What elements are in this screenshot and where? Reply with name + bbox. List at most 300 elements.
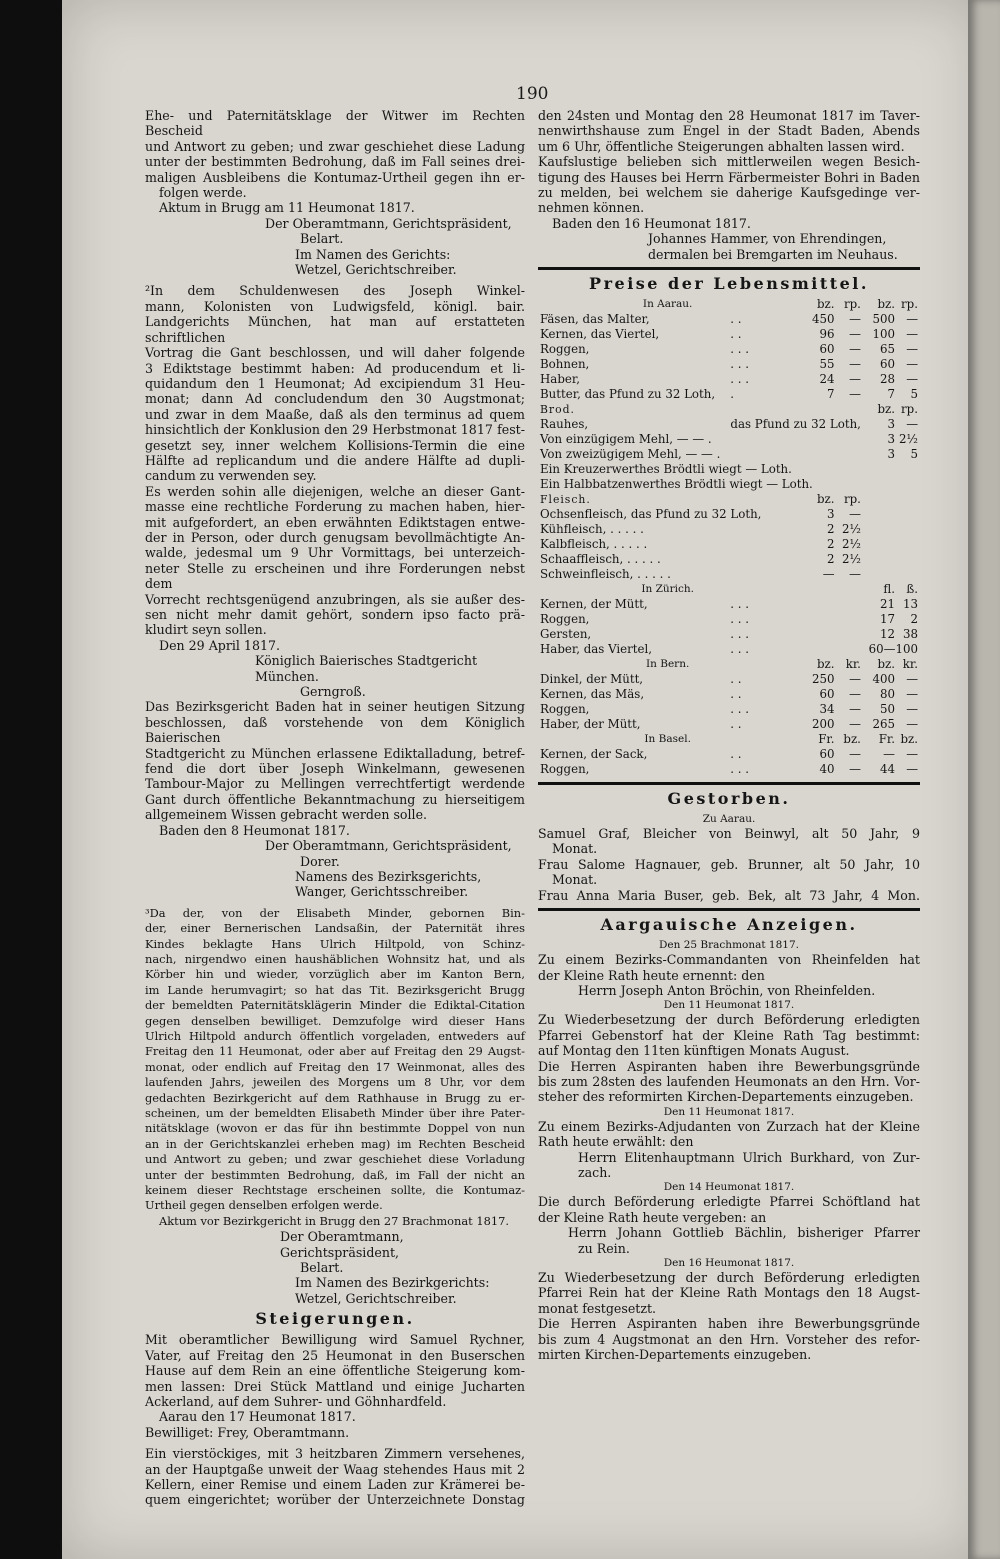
table-cell <box>797 582 836 597</box>
unit-header: rp. <box>843 492 861 507</box>
table-cell: 12 <box>879 627 895 642</box>
table-cell: Ein Halbbatzenwerthes Brödtli wiegt — Loth. <box>540 477 813 492</box>
text-line: quem eingerichtet; worüber der Unterzeichnete Donstag <box>145 1492 525 1508</box>
text-line: mit aufgefordert, an eben erwähnten Ediktstagen entwe- <box>145 514 525 530</box>
table-cell: — <box>849 312 861 327</box>
text-line: an in der Gerichtskanzlei erheben mag) im Rechten Bescheid <box>145 1136 525 1151</box>
text-line: hinsichtlich der Konklusion den 29 Herbstmonat 1817 fest- <box>145 422 525 438</box>
rule <box>538 782 920 785</box>
text-line: gegen denselben bewilliget. Demzufolge wird dieser Hans <box>145 1013 525 1028</box>
table-cell <box>836 597 862 612</box>
table-row <box>538 762 920 777</box>
table-row <box>538 687 920 702</box>
table-cell: — <box>906 702 918 717</box>
text-line: gesetzt sey, inner welchem Kollisions-Termin die eine <box>145 437 525 453</box>
signature: Wetzel, Gerichtschreiber. <box>295 262 457 278</box>
table-row <box>538 357 920 372</box>
unit-header: kr. <box>845 657 861 672</box>
table-cell: 80 <box>879 687 895 702</box>
table-cell: 3 <box>887 417 895 432</box>
table-cell: 5 <box>910 387 918 402</box>
unit-header: rp. <box>901 297 918 312</box>
section-heading-preise: Preise der Lebensmittel. <box>589 274 869 294</box>
unit-header: Fr. <box>878 732 895 747</box>
table-row <box>538 387 920 402</box>
announcement-date: Den 25 Brachmonat 1817. <box>659 939 799 952</box>
table-cell: — <box>906 672 918 687</box>
table-cell: Kühfleisch, . . . . . <box>540 522 644 537</box>
text-line: Kellern, einer Remise und einem Laden zur Krämerei be- <box>145 1476 525 1492</box>
table-cell: 2½ <box>841 537 861 552</box>
death-notices <box>538 826 920 903</box>
section-heading-gestorben: Gestorben. <box>667 789 791 809</box>
table-cell: . . <box>730 747 742 762</box>
table-cell: — <box>849 567 861 582</box>
announcement <box>538 938 920 998</box>
text-line: Ulrich Hiltpold andurch öffentlich vorgeladen, entweders auf <box>145 1028 525 1043</box>
table-row <box>538 657 920 672</box>
table-row <box>538 537 920 552</box>
table-cell: Dinkel, der Mütt, <box>540 672 644 687</box>
text-line: Mit oberamtlicher Bewilligung wird Samuel Rychner, <box>145 1332 525 1348</box>
table-cell: 13 <box>902 597 918 612</box>
table-cell <box>897 492 920 507</box>
table-cell: 200 <box>811 717 835 732</box>
text-line: Herrn Joseph Anton Bröchin, von Rheinfelden. <box>578 982 876 998</box>
table-cell <box>897 522 920 537</box>
notice-bezirksgericht-baden <box>145 699 525 899</box>
announcement-date: Den 11 Heumonat 1817. <box>663 1105 795 1118</box>
table-cell: . . . <box>730 762 749 777</box>
table-cell: — <box>849 672 861 687</box>
table-row <box>538 432 920 447</box>
section-label: Fleisch. <box>540 493 591 507</box>
text-line: nehmen können. <box>538 200 645 216</box>
table-cell: Ochsenfleisch, das Pfund zu 32 Loth, <box>540 507 762 522</box>
table-cell: 2½ <box>841 522 861 537</box>
signature: Dorer. <box>300 853 340 869</box>
table-cell: — <box>906 312 918 327</box>
table-cell: 400 <box>872 672 895 687</box>
table-cell: 28 <box>879 372 895 387</box>
table-cell: Schweinfleisch, . . . . . <box>540 567 671 582</box>
table-cell: 60 <box>879 357 895 372</box>
table-cell: das Pfund zu 32 Loth, <box>730 417 861 432</box>
table-row <box>538 342 920 357</box>
text-line: tigung des Hauses bei Herrn Färbermeister Bohri in Baden <box>538 169 920 185</box>
table-cell: Rauhes, <box>540 417 589 432</box>
table-cell <box>897 552 920 567</box>
table-cell: 250 <box>811 672 835 687</box>
table-cell: — <box>906 717 918 732</box>
table-cell: . <box>730 387 734 402</box>
table-cell: 60 <box>819 687 835 702</box>
table-row <box>538 702 920 717</box>
table-cell: — <box>906 747 918 762</box>
text-line: walde, jedesmal um 9 Uhr Vormittags, bei unterzeich- <box>145 545 525 561</box>
text-line: Ein vierstöckiges, mit 3 heitzbaren Zimmern versehenes, <box>145 1446 525 1462</box>
section-label: In Basel. <box>644 733 691 746</box>
unit-header: bz. <box>816 492 835 507</box>
table-cell: 2 <box>826 552 835 567</box>
table-cell: — <box>849 342 861 357</box>
text-line: Vater, auf Freitag den 25 Heumonat in den Buserschen <box>145 1347 525 1363</box>
table-cell: — <box>906 762 918 777</box>
table-row <box>538 672 920 687</box>
table-cell: . . . <box>730 702 749 717</box>
text-line: Frau Salome Hagnauer, geb. Brunner, alt 50 Jahr, 10 <box>538 856 920 872</box>
table-cell: 500 <box>872 312 895 327</box>
signature: Johannes Hammer, von Ehrendingen, <box>648 231 887 247</box>
text-line: zu Rein. <box>578 1240 630 1256</box>
table-cell: 40 <box>819 762 835 777</box>
table-cell: 100 <box>872 327 895 342</box>
table-row <box>538 462 920 477</box>
text-line: Zu einem Bezirks-Adjudanten von Zurzach hat der Kleine <box>538 1118 920 1134</box>
unit-header: rp. <box>901 402 918 417</box>
table-cell: 96 <box>819 327 835 342</box>
table-cell <box>863 567 897 582</box>
table-cell <box>863 522 897 537</box>
price-table <box>538 297 920 777</box>
text-line: Herrn Elitenhauptmann Ulrich Burkhard, von Zur- <box>578 1149 920 1165</box>
table-cell: 2 <box>826 537 835 552</box>
notice-date: Aktum in Brugg am 11 Heumonat 1817. <box>159 200 415 216</box>
table-cell: Kernen, der Sack, <box>540 747 648 762</box>
table-cell <box>836 582 862 597</box>
table-cell: Von einzügigem Mehl, — — . <box>540 432 712 447</box>
text-line: quidandum den 1 Heumonat; Ad excipiendum 31 Heu- <box>145 375 525 391</box>
text-line: unter der bestimmten Bedrohung, daß im Fall seines drei- <box>145 154 525 170</box>
table-cell: Butter, das Pfund zu 32 Loth, <box>540 387 716 402</box>
table-row <box>538 477 920 492</box>
table-cell: — <box>849 327 861 342</box>
table-cell <box>728 492 797 507</box>
table-cell: . . . <box>730 342 749 357</box>
table-cell: 50 <box>879 702 895 717</box>
table-row <box>538 522 920 537</box>
table-cell: — <box>849 747 861 762</box>
text-line: an der Hauptgaße unweit der Waag stehendes Haus mit 2 <box>145 1461 525 1477</box>
announcement <box>538 1105 920 1181</box>
unit-header: bz. <box>877 402 895 417</box>
table-cell: Roggen, <box>540 342 590 357</box>
text-line: neter Stelle zu erscheinen und ihre Forderungen nebst dem <box>145 560 525 592</box>
text-line: Landgerichts München, hat man auf erstatteten schriftlichen <box>145 314 525 345</box>
table-row <box>538 567 920 582</box>
table-row <box>538 642 920 657</box>
table-row <box>538 447 920 462</box>
table-cell <box>797 627 836 642</box>
table-cell: — <box>906 327 918 342</box>
announcement-date: Den 16 Heumonat 1817. <box>663 1257 795 1269</box>
table-cell: 450 <box>811 312 835 327</box>
table-cell: . . <box>730 717 742 732</box>
text-line: Hause auf dem Rein an eine öffentliche Steigerung kom- <box>145 1363 525 1379</box>
table-cell: Roggen, <box>540 702 590 717</box>
next-page-edge <box>968 0 1000 1559</box>
table-cell: . . . <box>730 627 749 642</box>
announcement <box>538 1180 920 1256</box>
text-line: Körber hin und wieder, vorzüglich aber im Kanton Bern, <box>145 967 525 982</box>
table-cell: 2½ <box>841 552 861 567</box>
section-heading-anzeigen: Aargauische Anzeigen. <box>600 915 858 935</box>
table-cell <box>863 537 897 552</box>
text-line: Pfarrei Rein hat der Kleine Rath Montags den 18 Augst- <box>538 1285 920 1301</box>
table-cell: — <box>883 747 895 762</box>
signature: Belart. <box>300 1260 344 1276</box>
table-cell: 38 <box>902 627 918 642</box>
text-line: unter der bestimmten Bedrohung, daß, im Fall der nicht an <box>145 1167 525 1182</box>
text-line: Pfarrei Gebenstorf hat der Kleine Rath Tag bestimmt: <box>538 1027 920 1043</box>
table-row <box>538 597 920 612</box>
unit-header: bz. <box>877 297 895 312</box>
table-cell: Kernen, das Viertel, <box>540 327 660 342</box>
text-line: Zu Wiederbesetzung der durch Beförderung erledigten <box>538 1270 920 1285</box>
text-line: der Kleine Rath heute ernennt: den <box>538 967 765 983</box>
text-line: der Kleine Rath heute vergeben: an <box>538 1209 767 1225</box>
signature: Der Oberamtmann, Gerichtspräsident, <box>265 215 512 231</box>
left-column <box>145 108 525 1508</box>
table-cell: 21 <box>879 597 895 612</box>
signature: Belart. <box>300 231 344 247</box>
signature: Gerngroß. <box>300 684 366 700</box>
table-row <box>538 627 920 642</box>
table-cell: — <box>849 357 861 372</box>
table-cell <box>863 507 897 522</box>
text-line: bis zum 28sten des laufenden Heumonats an den Hrn. Vor- <box>538 1073 920 1089</box>
text-line: scheinen, um der bemeldten Elisabeth Minder über ihre Pater- <box>145 1106 525 1120</box>
table-cell: . . . <box>730 357 749 372</box>
signature: Der Oberamtmann, Gerichtspräsident, <box>265 838 512 854</box>
text-line: Gant durch öffentliche Bekanntmachung zu hierseitigem <box>145 791 525 807</box>
text-line: Zu einem Bezirks-Commandanten von Rheinfelden hat <box>538 952 920 968</box>
signature: dermalen bei Bremgarten im Neuhaus. <box>648 246 898 262</box>
table-row <box>538 492 920 507</box>
text-line: Die Herren Aspiranten haben ihre Bewerbungsgründe <box>538 1058 920 1074</box>
text-line: allgemeinem Wissen gebracht werden solle. <box>145 807 428 823</box>
table-cell <box>797 642 836 657</box>
table-cell: Gersten, <box>540 627 592 642</box>
signature: Im Namen des Gerichts: <box>295 246 451 262</box>
table-cell <box>863 552 897 567</box>
notice-date: Aarau den 17 Heumonat 1817. <box>159 1409 356 1425</box>
table-row <box>538 612 920 627</box>
table-cell: 7 <box>826 387 835 402</box>
table-cell: Roggen, <box>540 612 590 627</box>
table-cell: — <box>822 567 835 582</box>
table-cell: 65 <box>879 342 895 357</box>
text-line: steher des reformirten Kirchen-Departements einzugeben. <box>538 1089 914 1105</box>
table-row <box>538 507 920 522</box>
unit-header: bz. <box>900 732 918 747</box>
table-cell: — <box>849 387 861 402</box>
table-row <box>538 717 920 732</box>
text-line: Ehe- und Paternitätsklage der Witwer im Rechten Bescheid <box>145 108 525 139</box>
section-label: In Bern. <box>646 658 690 671</box>
text-line: ²In dem Schuldenwesen des Joseph Winkel- <box>145 283 525 299</box>
subheading: Zu Aarau. <box>702 813 756 826</box>
text-line: Ackerland, auf dem Suhrer- und Göhnhardfeld. <box>145 1393 447 1409</box>
table-cell: . . <box>730 687 742 702</box>
text-line: Hälfte ad replicandum und die andere Hälfte ad dupli- <box>145 452 525 468</box>
unit-header: Fr. <box>818 732 835 747</box>
page-number: 190 <box>516 84 549 104</box>
text-line: Vortrag die Gant beschlossen, und will daher folgende <box>145 345 525 361</box>
table-cell: Schaaffleisch, . . . . . <box>540 552 661 567</box>
text-line: men lassen: Drei Stück Mattland und einige Jucharten <box>145 1378 525 1394</box>
text-line: Rath heute erwählt: den <box>538 1134 694 1150</box>
text-line: Frau Anna Maria Buser, geb. Bek, alt 73 Jahr, 4 Mon. <box>538 887 920 903</box>
text-line: zach. <box>578 1164 612 1180</box>
signature: Im Namen des Bezirkgerichts: <box>295 1275 490 1291</box>
notice-paternity-1 <box>145 108 525 277</box>
table-cell: 3 <box>887 447 895 462</box>
table-cell <box>728 402 797 417</box>
unit-header: fl. <box>883 582 895 597</box>
table-cell <box>836 612 862 627</box>
signature: Wanger, Gerichtsschreiber. <box>295 884 469 900</box>
text-line: nenwirthshause zum Engel in der Stadt Baden, Abends <box>538 123 920 139</box>
text-line: monat; dann Ad concludendum den 30 Augstmonat; <box>145 391 525 407</box>
text-line: um 6 Uhr, öffentliche Steigerungen abhalten lassen wird. <box>538 138 905 154</box>
notice-date: Den 29 April 1817. <box>159 637 280 653</box>
table-row <box>538 732 920 747</box>
text-line: der, einer Bernerischen Landsaßin, der Paternität ihres <box>145 921 525 936</box>
table-cell: . . <box>730 312 742 327</box>
text-line: im Lande herumvagirt; so hat das Tit. Bezirksgericht Brugg <box>145 982 525 997</box>
table-cell: 7 <box>887 387 895 402</box>
section-label: In Aarau. <box>642 298 693 311</box>
text-line: kludirt seyn sollen. <box>145 622 267 638</box>
table-cell: 5 <box>910 447 918 462</box>
table-cell: 60 <box>819 342 835 357</box>
table-cell: — <box>906 417 918 432</box>
notice-date: Baden den 8 Heumonat 1817. <box>159 822 350 838</box>
table-cell: Roggen, <box>540 762 590 777</box>
unit-header: rp. <box>843 297 861 312</box>
text-line: monat festgesetzt. <box>538 1300 657 1316</box>
table-cell: . . <box>730 327 742 342</box>
text-line: Kaufslustige belieben sich mittlerweilen wegen Besich- <box>538 154 920 170</box>
table-cell: 265 <box>872 717 895 732</box>
text-line: laufenden Jahrs, jeweilen des Morgens um 8 Uhr, vor dem <box>145 1075 525 1090</box>
text-line: nach, nirgendwo einen haushäblichen Wohnsitz hat, und als <box>145 951 525 966</box>
table-cell: — <box>849 507 861 522</box>
unit-header: bz. <box>843 732 861 747</box>
text-line: Freitag den 11 Heumonat, oder aber auf Freitag den 29 Augst- <box>145 1044 525 1059</box>
unit-header: kr. <box>902 657 918 672</box>
table-cell: 3 <box>826 507 835 522</box>
table-cell: . . . <box>730 597 749 612</box>
table-cell: . . . <box>730 372 749 387</box>
text-line: Vorrecht rechtsgenügend anzubringen, als sie außer des- <box>145 591 525 607</box>
table-cell: Kernen, das Mäs, <box>540 687 645 702</box>
text-line: Stadtgericht zu München erlassene Ediktalladung, betref- <box>145 745 525 761</box>
text-line: masse eine rechtliche Forderung zu machen haben, hier- <box>145 499 525 515</box>
table-cell: — <box>906 687 918 702</box>
text-line: bis zum 4 Augstmonat an den Hrn. Vorsteher des refor- <box>538 1331 920 1347</box>
table-cell: — <box>906 372 918 387</box>
table-cell: 24 <box>819 372 835 387</box>
table-cell: Von zweizügigem Mehl, — — . <box>540 447 721 462</box>
notice-date: Baden den 16 Heumonat 1817. <box>552 215 751 231</box>
table-cell: — <box>849 762 861 777</box>
table-row <box>538 372 920 387</box>
notice-gant-winkelmann <box>145 283 525 699</box>
section-label: In Zürich. <box>641 583 694 596</box>
section-heading-steigerungen: Steigerungen. <box>255 1309 415 1329</box>
table-cell: 34 <box>819 702 835 717</box>
table-row <box>538 297 920 312</box>
text-line: Samuel Graf, Bleicher von Beinwyl, alt 50 Jahr, 9 <box>538 826 920 842</box>
announcement <box>538 998 920 1104</box>
table-cell: Haber, <box>540 372 580 387</box>
signature: Königlich Baierisches Stadtgericht München. <box>255 653 478 684</box>
table-row <box>538 417 920 432</box>
signature: Namens des Bezirksgerichts, <box>295 868 482 884</box>
text-line: fend die dort über Joseph Winkelmann, gewesenen <box>145 761 525 777</box>
unit-header: bz. <box>816 657 835 672</box>
table-row <box>538 747 920 762</box>
table-cell: Bohnen, <box>540 357 590 372</box>
table-cell <box>797 597 836 612</box>
table-cell: — <box>906 357 918 372</box>
text-line: Das Bezirksgericht Baden hat in seiner heutigen Sitzung <box>145 699 525 715</box>
text-line: Es werden sohin alle diejenigen, welche an dieser Gant- <box>145 483 525 499</box>
table-row <box>538 312 920 327</box>
unit-header: bz. <box>816 297 835 312</box>
table-cell: 55 <box>819 357 835 372</box>
signature: Wetzel, Gerichtschreiber. <box>295 1290 457 1306</box>
announcement-date: Den 11 Heumonat 1817. <box>663 999 795 1012</box>
notice-steigerung-cont <box>538 108 920 262</box>
table-cell <box>863 492 897 507</box>
text-line: mann, Kolonisten von Ludwigsfeld, königl. bair. <box>145 298 525 314</box>
text-line: Bewilliget: Frey, Oberamtmann. <box>145 1424 350 1440</box>
text-line: und Antwort zu geben; und zwar geschiehet diese Vorladung <box>145 1152 525 1167</box>
table-cell: 44 <box>879 762 895 777</box>
text-line: folgen werde. <box>159 185 247 201</box>
text-line: Die Herren Aspiranten haben ihre Bewerbungsgründe <box>538 1316 920 1332</box>
text-line: Urtheil gegen denselben erfolgen werde. <box>145 1198 383 1213</box>
table-cell <box>897 507 920 522</box>
table-row <box>538 582 920 597</box>
table-cell: 2 <box>826 522 835 537</box>
notice-steigerung-rychner <box>145 1332 525 1440</box>
table-cell: Kernen, der Mütt, <box>540 597 648 612</box>
table-cell <box>836 627 862 642</box>
section-label: Brod. <box>540 403 575 417</box>
text-line: beschlossen, daß vorstehende von dem Königlich Baierischen <box>145 714 525 746</box>
text-line: mirten Kirchen-Departements einzugeben. <box>538 1347 812 1363</box>
table-cell: 3 <box>887 432 895 447</box>
signature: Der Oberamtmann, Gerichtspräsident, <box>280 1229 404 1260</box>
table-cell <box>797 612 836 627</box>
text-line: Zu Wiederbesetzung der durch Beförderung erledigten <box>538 1012 920 1028</box>
text-line: Tambour-Major zu Mellingen verrechtfertigt werdende <box>145 776 525 792</box>
text-line: der in Person, oder durch genugsam bevollmächtigte An- <box>145 529 525 545</box>
table-cell: Fäsen, das Malter, <box>540 312 650 327</box>
announcement <box>538 1256 920 1362</box>
table-row <box>538 327 920 342</box>
table-cell: — <box>849 702 861 717</box>
table-cell: 60 <box>819 747 835 762</box>
table-cell <box>897 537 920 552</box>
text-line: 3 Ediktstage bestimmt haben: Ad producendum et li- <box>145 360 525 376</box>
table-cell: Ein Kreuzerwerthes Brödtli wiegt — Loth. <box>540 462 792 477</box>
text-line: Kindes beklagte Hans Ulrich Hiltpold, von Schinz- <box>145 936 525 951</box>
